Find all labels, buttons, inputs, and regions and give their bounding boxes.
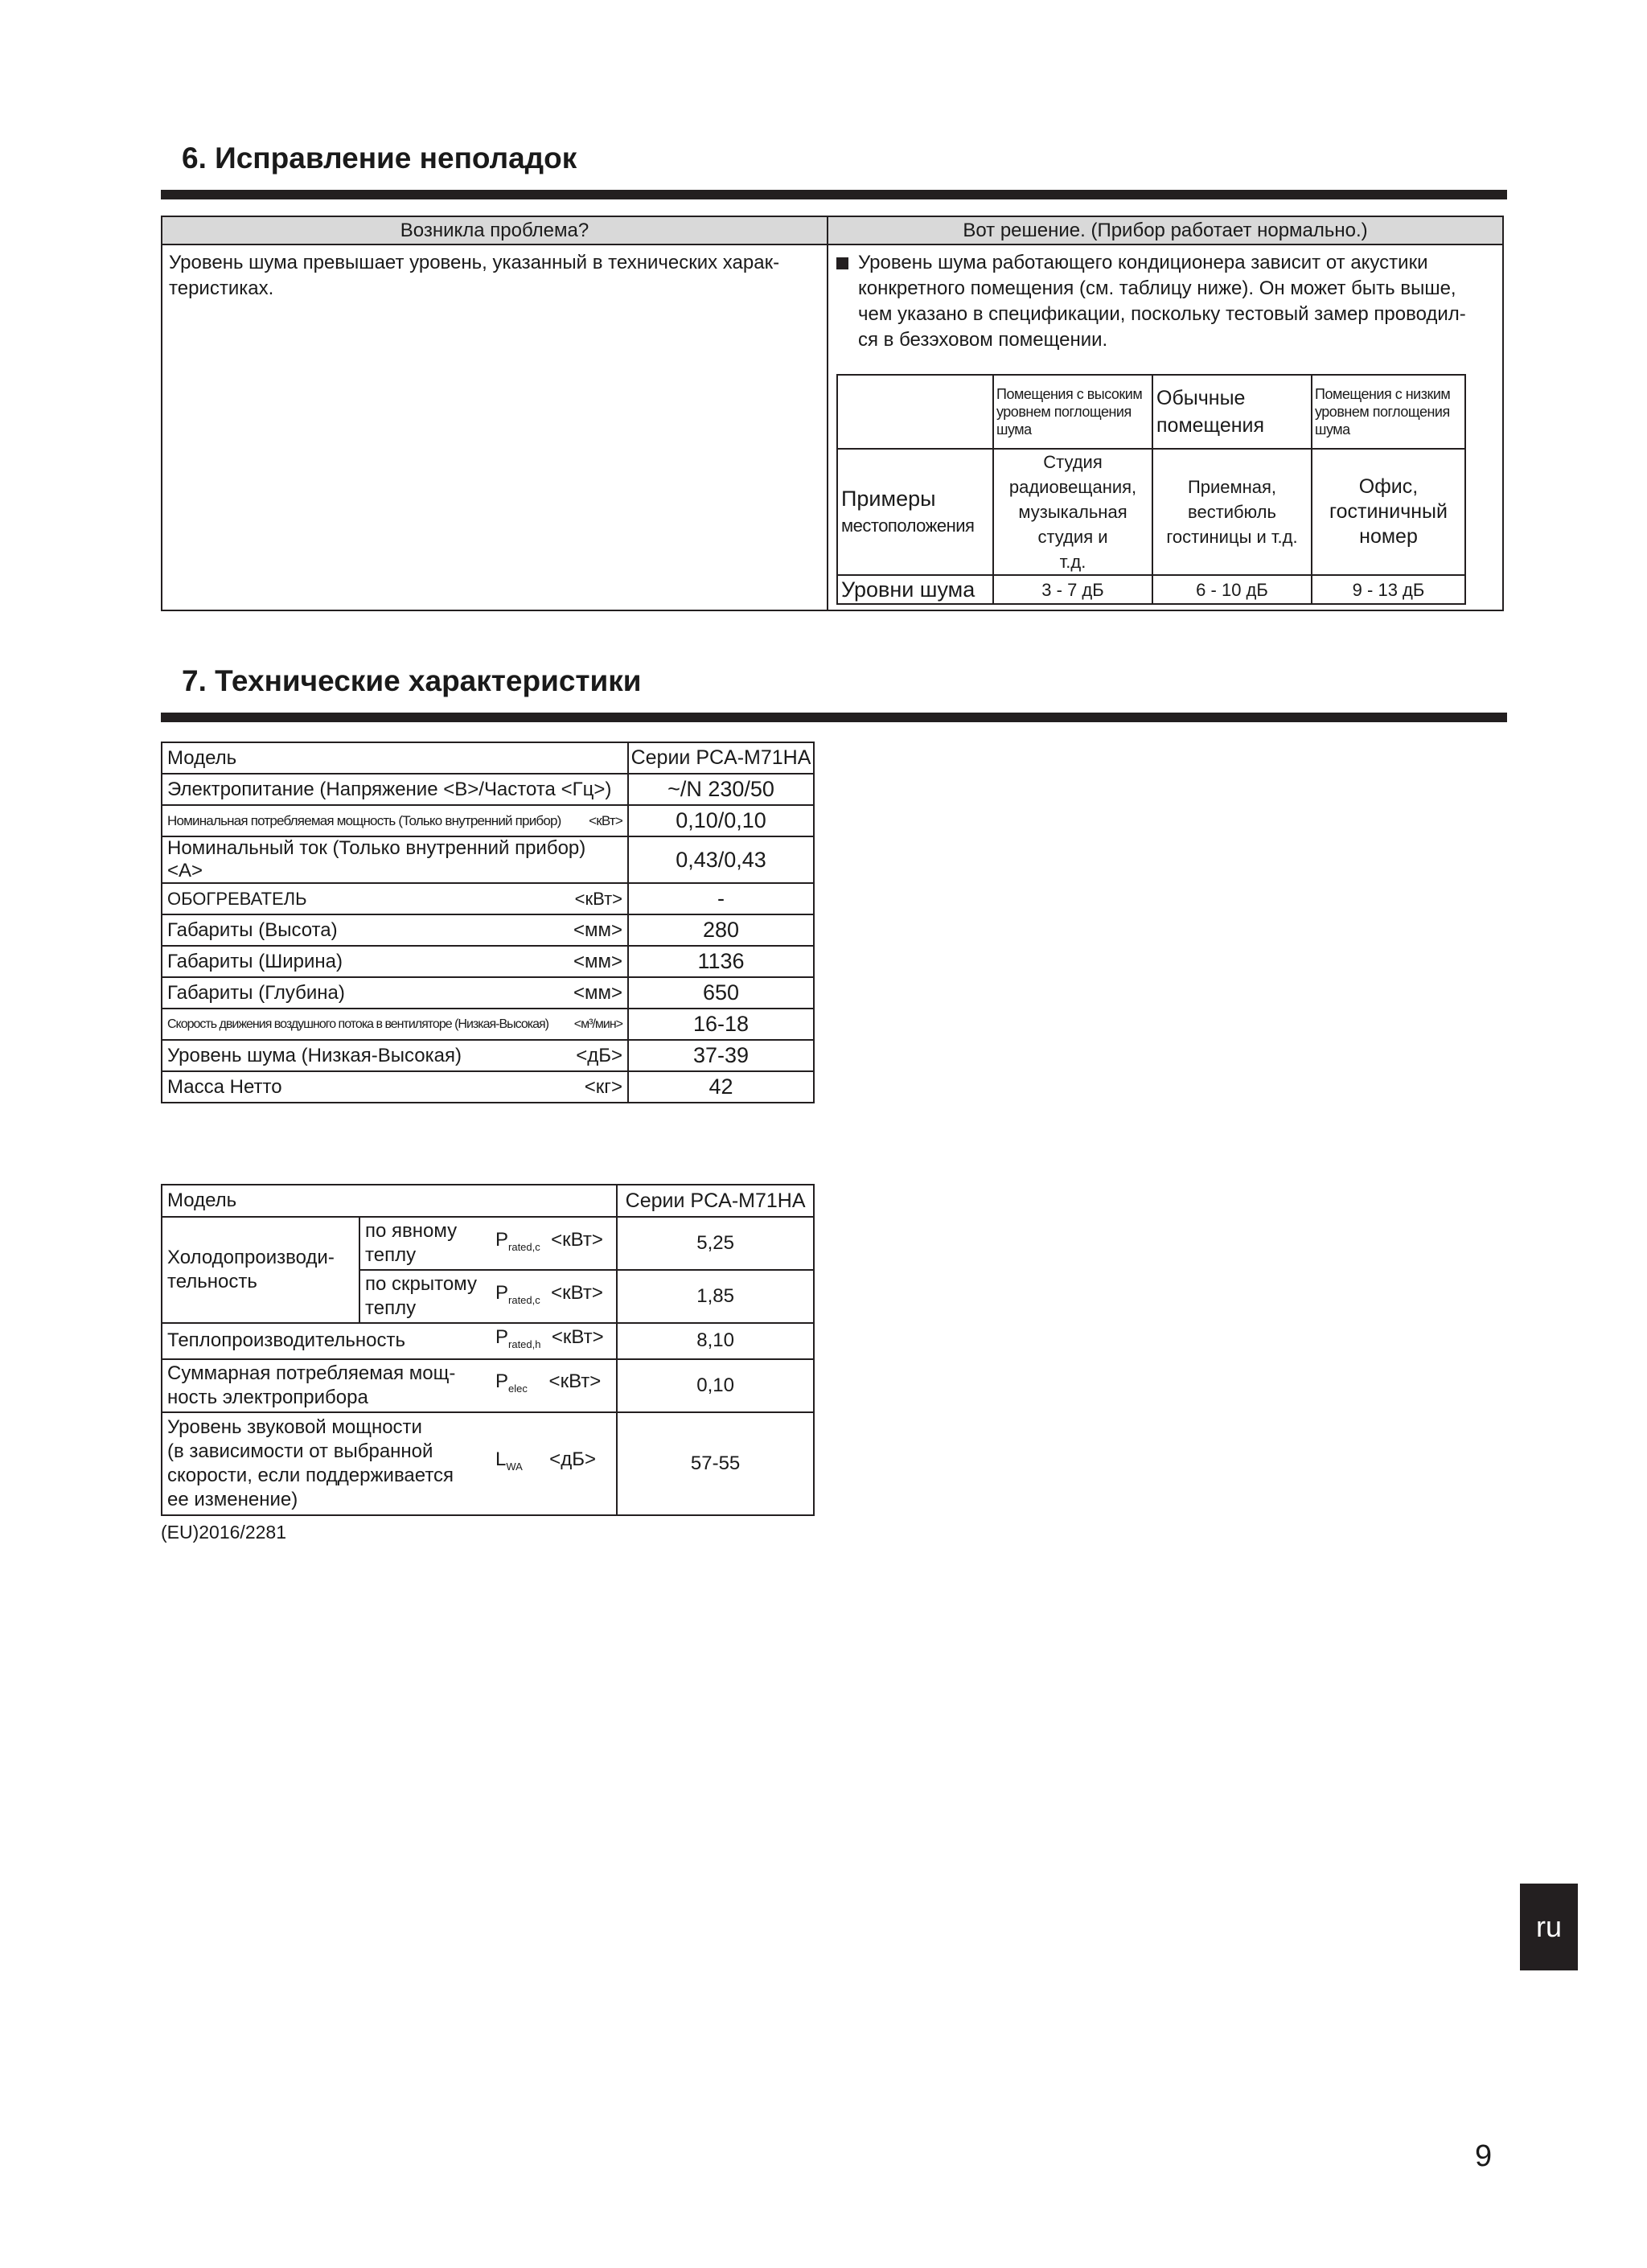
spec-row-power-supply: Электропитание (Напряжение <В>/Частота <Гц>) xyxy=(162,774,628,805)
noise-col-normal: Обычные помещения xyxy=(1152,375,1312,449)
noise-row-levels-label: Уровни шума xyxy=(837,575,993,604)
problem-line: теристиках. xyxy=(169,277,274,299)
spec-row-noise: Уровень шума (Низкая-Высокая) <дБ> xyxy=(162,1040,628,1071)
header-problem: Возникла проблема? xyxy=(162,216,828,244)
ecodesign-table xyxy=(161,1184,815,1516)
noise-col-low-absorption: Помещения с низким уровнем поглощения шума xyxy=(1312,375,1465,449)
eco-model-value: Серии PCA-M71HA xyxy=(617,1185,814,1217)
section-7-rule xyxy=(161,713,1507,722)
spec-row-airflow: Скорость движения воздушного потока в вентиляторе (Низкая-Высокая) <м³/мин> xyxy=(162,1009,628,1040)
noise-level-normal: 6 - 10 дБ xyxy=(1152,575,1312,604)
eco-heating-value: 8,10 xyxy=(617,1323,814,1359)
solution-line: Уровень шума работающего кондиционера зависит от акустики xyxy=(858,252,1428,273)
eco-sensible-value: 5,25 xyxy=(617,1217,814,1270)
spec-value: ~/N 230/50 xyxy=(628,774,814,805)
solution-line: конкретного помещения (см. таблицу ниже). Он может быть выше, xyxy=(858,277,1456,299)
noise-col-high-absorption: Помещения с высоким уровнем поглощения шума xyxy=(993,375,1152,449)
noise-example-high: Студия радиовещания, музыкальная студия и т.д. xyxy=(993,449,1152,575)
eco-power-value: 0,10 xyxy=(617,1359,814,1412)
eco-sensible-symbol: $P_{rated,c} <кВт>$ xyxy=(491,1217,617,1270)
noise-example-normal: Приемная, вестибюль гостиницы и т.д. xyxy=(1152,449,1312,575)
noise-corner-cell xyxy=(837,375,993,449)
noise-level-low: 9 - 13 дБ xyxy=(1312,575,1465,604)
noise-example-low: Офис, гостиничный номер xyxy=(1312,449,1465,575)
noise-level-high: 3 - 7 дБ xyxy=(993,575,1152,604)
eco-power-symbol: $P_{elec}$ <кВт> xyxy=(491,1359,617,1412)
eco-heating-label: Теплопроизводительность xyxy=(162,1323,491,1359)
section-7-title: 7. Технические характеристики xyxy=(182,664,642,697)
spec-value: 0,43/0,43 xyxy=(628,836,814,883)
eco-heating-symbol: $P_{rated,h} <кВт>$ xyxy=(491,1323,617,1359)
spec-row-rated-input: Номинальная потребляемая мощность (Только внутренний прибор) <кВт> xyxy=(162,805,628,836)
eco-power-label: Суммарная потребляемая мощ- ность электроприбора xyxy=(162,1359,491,1412)
eco-sound-label: Уровень звуковой мощности (в зависимости от выбранной скорости, если поддерживается ее изменение) xyxy=(162,1412,491,1515)
noise-row-examples-label: Примеры местоположения xyxy=(837,449,993,575)
solution-line: ся в безэховом помещении. xyxy=(858,329,1108,351)
spec-value: 37-39 xyxy=(628,1040,814,1071)
section-6-rule xyxy=(161,190,1507,199)
noise-level-table xyxy=(836,374,1466,605)
spec-value: 1136 xyxy=(628,946,814,977)
spec-table xyxy=(161,742,815,1103)
solution-cell xyxy=(828,244,1503,610)
spec-value: - xyxy=(628,883,814,914)
eco-sound-symbol: $L_{WA}$ <дБ> xyxy=(491,1412,617,1515)
page-number: 9 xyxy=(1475,2139,1493,2173)
spec-model-label: Модель xyxy=(162,742,628,774)
eco-latent-value: 1,85 xyxy=(617,1270,814,1323)
problem-line: Уровень шума превышает уровень, указанный в технических харак- xyxy=(169,252,780,273)
spec-value: 42 xyxy=(628,1071,814,1103)
eco-latent-label: по скрытому теплу xyxy=(359,1270,491,1323)
spec-value: 650 xyxy=(628,977,814,1009)
section-6-title: 6. Исправление неполадок xyxy=(182,142,577,175)
regulation-note: (EU)2016/2281 xyxy=(161,1522,286,1543)
spec-row-width: Габариты (Ширина) <мм> xyxy=(162,946,628,977)
spec-row-heater: ОБОГРЕВАТЕЛЬ <кВт> xyxy=(162,883,628,914)
eco-sound-value: 57-55 xyxy=(617,1412,814,1515)
eco-latent-symbol: $P_{rated,c} <кВт>$ xyxy=(491,1270,617,1323)
spec-row-rated-current: Номинальный ток (Только внутренний прибор) <А> xyxy=(162,836,628,883)
spec-row-depth: Габариты (Глубина) <мм> xyxy=(162,977,628,1009)
spec-model-value: Серии PCA-M71HA xyxy=(628,742,814,774)
header-solution: Вот решение. (Прибор работает нормально.) xyxy=(828,216,1503,244)
spec-row-net-weight: Масса Нетто <кг> xyxy=(162,1071,628,1103)
troubleshooting-table xyxy=(161,216,1504,611)
eco-model-label: Модель xyxy=(162,1185,617,1217)
problem-cell xyxy=(162,244,828,610)
spec-value: 16-18 xyxy=(628,1009,814,1040)
eco-cooling-label: Холодопроизводи- тельность xyxy=(162,1217,359,1323)
eco-sensible-label: по явному теплу xyxy=(359,1217,491,1270)
language-tab: ru xyxy=(1520,1884,1578,1970)
spec-row-height: Габариты (Высота) <мм> xyxy=(162,914,628,946)
spec-value: 0,10/0,10 xyxy=(628,805,814,836)
spec-value: 280 xyxy=(628,914,814,946)
solution-line: чем указано в спецификации, поскольку тестовый замер проводил- xyxy=(858,303,1466,325)
bullet-square-icon xyxy=(836,257,848,269)
